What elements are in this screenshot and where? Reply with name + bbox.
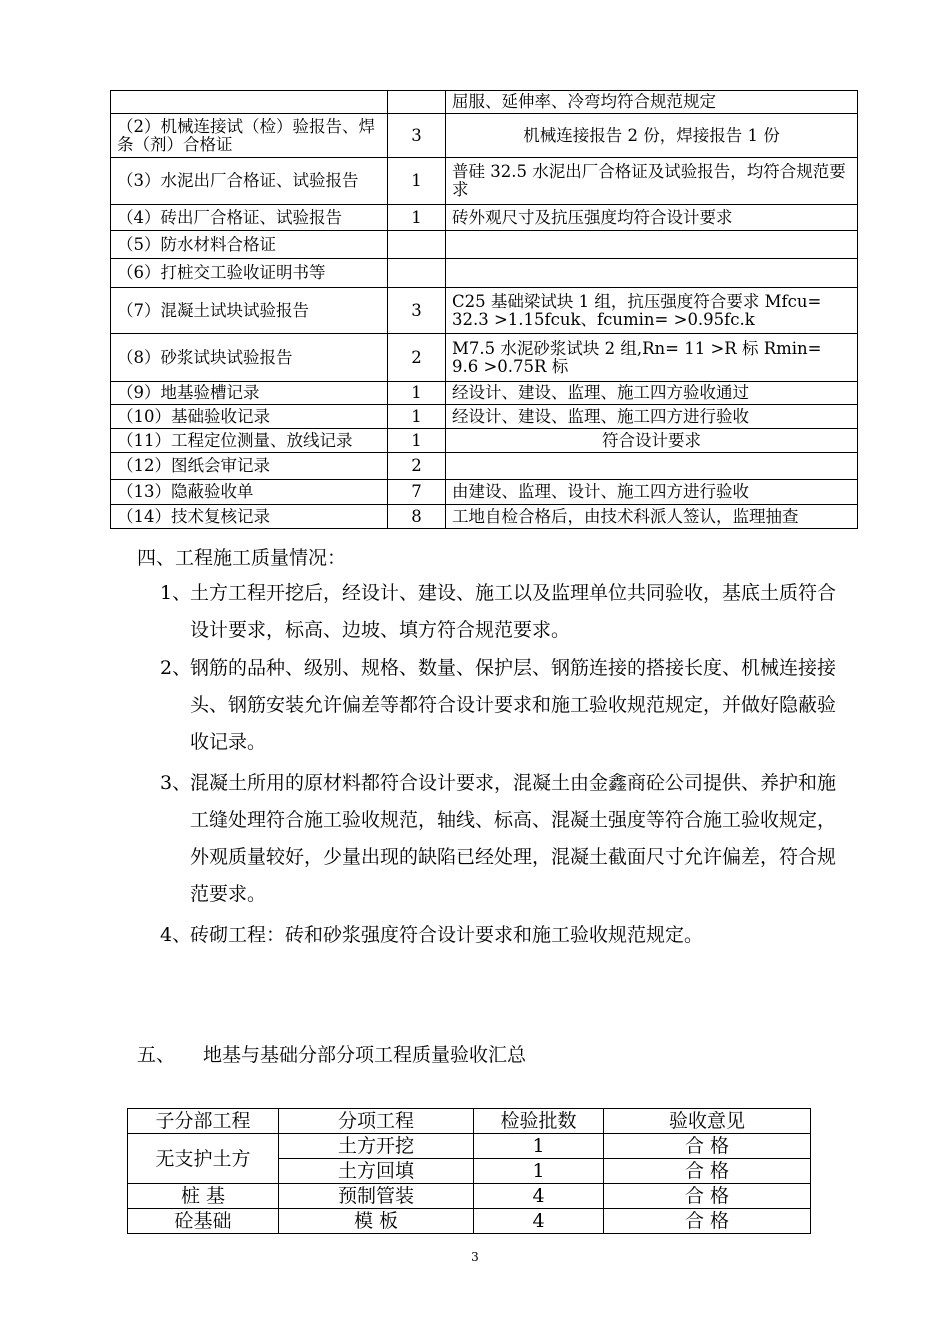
list-item [160,575,840,649]
item-text: 混凝土所用的原材料都符合设计要求，混凝土由金鑫商砼公司提供、养护和施工缝处理符合施工验收规范，轴线、标高、混凝土强度等符合施工验收规定，外观质量较好，少量出现的缺陷已经处理，混凝土截面尺寸允许偏差，符合规范要求。 [190,772,837,905]
list-item [160,650,840,761]
table-row [111,114,858,158]
count-cell: 7 [388,480,446,505]
header-cell: 验收意见 [604,1109,811,1134]
item-number: 4、 [160,924,192,946]
section-4-heading: 四、工程施工质量情况： [137,547,347,569]
remark-cell: 符合设计要求 [446,429,858,453]
opinion-cell: 合 格 [604,1134,811,1159]
count-cell: 2 [388,453,446,480]
table-row [111,288,858,334]
remark-cell: 普硅 32.5 水泥出厂合格证及试验报告，均符合规范要求 [446,158,858,205]
table-row [111,453,858,480]
table-row [128,1134,811,1159]
item-cell: （7）混凝土试块试验报告 [111,288,388,334]
table-row [111,259,858,288]
summary-table [127,1108,811,1234]
count-cell: 3 [388,288,446,334]
header-cell: 分项工程 [279,1109,474,1134]
table-row [111,382,858,405]
item-cell: （8）砂浆试块试验报告 [111,334,388,382]
table-row [111,158,858,205]
section-5-heading: 地基与基础分部分项工程质量验收汇总 [203,1044,527,1066]
sub-division-cell: 无支护土方 [128,1134,279,1184]
item-cell: （3）水泥出厂合格证、试验报告 [111,158,388,205]
table-row [111,231,858,259]
table-row [111,405,858,429]
item-text: 钢筋的品种、级别、规格、数量、保护层、钢筋连接的搭接长度、机械连接接头、钢筋安装允许偏差等都符合设计要求和施工验收规范规定，并做好隐蔽验收记录。 [190,657,837,753]
batches-cell: 4 [474,1184,604,1209]
count-cell: 8 [388,505,446,529]
section-5-number: 五、 [137,1044,176,1066]
count-cell [388,231,446,259]
item-cell: （4）砖出厂合格证、试验报告 [111,205,388,231]
item-cell: 预制管装 [279,1184,474,1209]
sub-division-cell: 桩 基 [128,1184,279,1209]
item-cell: （2）机械连接试（检）验报告、焊条（剂）合格证 [111,114,388,158]
item-cell: （5）防水材料合格证 [111,231,388,259]
count-cell: 3 [388,114,446,158]
item-cell: 土方开挖 [279,1134,474,1159]
table-row [128,1209,811,1234]
count-cell: 1 [388,205,446,231]
table-row [111,91,858,114]
item-cell: （12）图纸会审记录 [111,453,388,480]
header-cell: 检验批数 [474,1109,604,1134]
header-cell: 子分部工程 [128,1109,279,1134]
remark-cell: 机械连接报告 2 份，焊接报告 1 份 [446,114,858,158]
count-cell [388,91,446,114]
count-cell: 1 [388,429,446,453]
table-row [111,429,858,453]
remark-cell: 经设计、建设、监理、施工四方验收通过 [446,382,858,405]
item-cell: （9）地基验槽记录 [111,382,388,405]
remark-cell: 由建设、监理、设计、施工四方进行验收 [446,480,858,505]
remark-cell: M7.5 水泥砂浆试块 2 组,Rn= 11 >R 标 Rmin= 9.6 >0.75R 标 [446,334,858,382]
item-number: 1、 [160,582,192,604]
remark-cell: 砖外观尺寸及抗压强度均符合设计要求 [446,205,858,231]
remark-cell: 经设计、建设、监理、施工四方进行验收 [446,405,858,429]
table-row [111,334,858,382]
item-cell [111,91,388,114]
remark-cell: C25 基础梁试块 1 组，抗压强度符合要求 Mfcu= 32.3 >1.15fcuk、fcumin= >0.95fc.k [446,288,858,334]
count-cell: 1 [388,158,446,205]
opinion-cell: 合 格 [604,1184,811,1209]
batches-cell: 1 [474,1134,604,1159]
remark-cell [446,259,858,288]
table-header-row [128,1109,811,1134]
count-cell [388,259,446,288]
item-number: 2、 [160,657,192,679]
item-cell: （13）隐蔽验收单 [111,480,388,505]
table-row [111,480,858,505]
list-item [160,765,840,913]
sub-division-cell: 砼基础 [128,1209,279,1234]
page-number: 3 [471,1250,479,1264]
item-cell: （10）基础验收记录 [111,405,388,429]
item-cell: （14）技术复核记录 [111,505,388,529]
materials-table [110,90,858,529]
remark-cell: 屈服、延伸率、冷弯均符合规范规定 [446,91,858,114]
item-cell: （11）工程定位测量、放线记录 [111,429,388,453]
item-number: 3、 [160,772,192,794]
count-cell: 1 [388,382,446,405]
table-row [128,1184,811,1209]
batches-cell: 4 [474,1209,604,1234]
remark-cell: 工地自检合格后，由技术科派人签认，监理抽查 [446,505,858,529]
item-cell: 土方回填 [279,1159,474,1184]
count-cell: 2 [388,334,446,382]
opinion-cell: 合 格 [604,1209,811,1234]
table-row [111,205,858,231]
remark-cell [446,453,858,480]
table-row [111,505,858,529]
opinion-cell: 合 格 [604,1159,811,1184]
item-cell: （6）打桩交工验收证明书等 [111,259,388,288]
batches-cell: 1 [474,1159,604,1184]
count-cell: 1 [388,405,446,429]
item-text: 砖砌工程：砖和砂浆强度符合设计要求和施工验收规范规定。 [190,924,704,946]
list-item [160,917,840,954]
item-cell: 模 板 [279,1209,474,1234]
remark-cell [446,231,858,259]
item-text: 土方工程开挖后，经设计、建设、施工以及监理单位共同验收，基底土质符合设计要求，标高、边坡、填方符合规范要求。 [190,582,837,641]
